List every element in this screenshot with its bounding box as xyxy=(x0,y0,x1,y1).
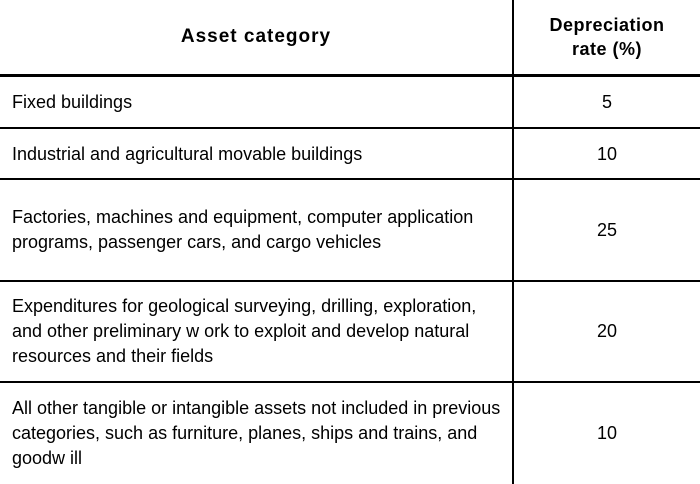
row-rate: 10 xyxy=(596,143,618,164)
header-depreciation-rate xyxy=(514,0,700,74)
header-rate-line2: rate (%) xyxy=(571,39,642,59)
row-rate: 10 xyxy=(596,423,618,443)
table-row xyxy=(0,383,700,484)
table-row xyxy=(0,180,700,280)
row-rate: 20 xyxy=(596,320,618,341)
table-header xyxy=(0,0,700,76)
header-asset-category: Asset category xyxy=(180,26,332,47)
column-divider xyxy=(512,0,514,484)
row-rate: 5 xyxy=(601,92,612,112)
header-rate-line1: Depreciation xyxy=(549,15,665,35)
table-row xyxy=(0,282,700,380)
row-category: Fixed buildings xyxy=(12,92,133,112)
row-category: Expenditures for geological surveying, drilling, exploration, and other preliminary w ork to exploit and develop natural resources and their fields xyxy=(12,295,477,366)
row-category: All other tangible or intangible assets not included in previous categories, such as furniture, planes, ships and trains, and goodw ill xyxy=(12,398,501,468)
table-row xyxy=(0,129,700,179)
row-category: Factories, machines and equipment, computer application programs, passenger cars, and cargo vehicles xyxy=(12,207,474,252)
row-category: Industrial and agricultural movable buildings xyxy=(12,143,363,164)
row-rate: 25 xyxy=(596,219,618,240)
table-row xyxy=(0,77,700,128)
